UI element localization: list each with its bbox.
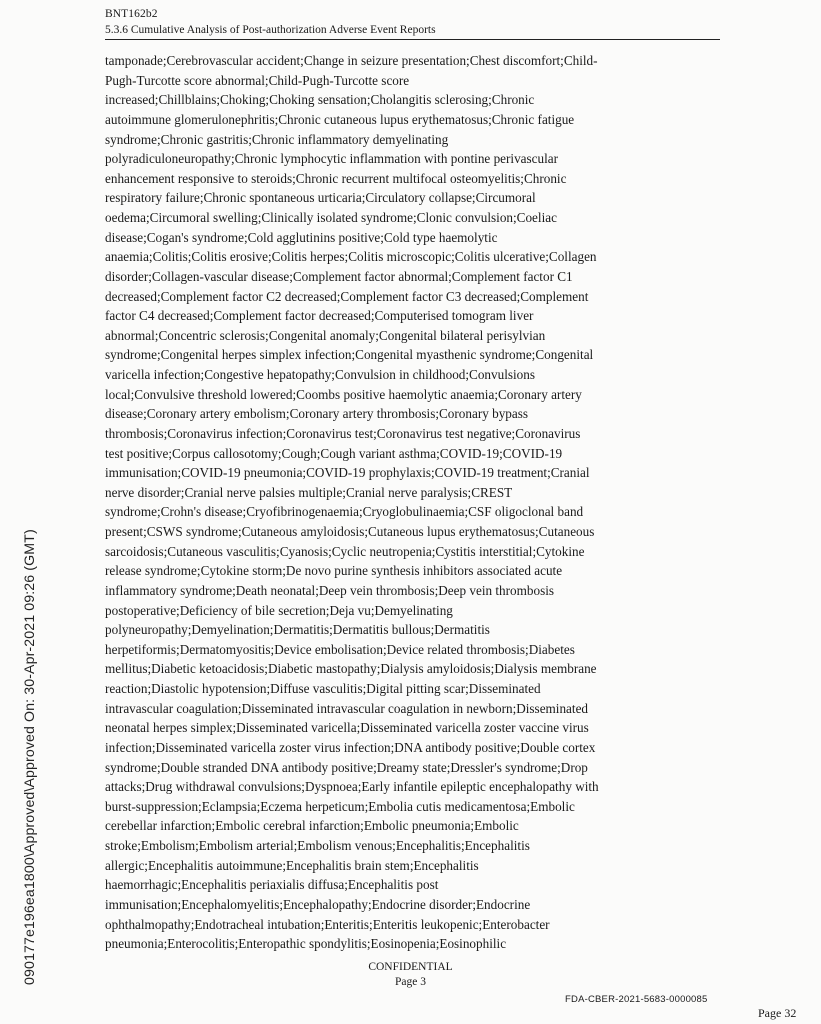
body-line: oedema;Circumoral swelling;Clinically isolated syndrome;Clonic convulsion;Coeliac xyxy=(105,210,557,225)
body-line: decreased;Complement factor C2 decreased;Complement factor C3 decreased;Complement xyxy=(105,288,589,304)
page-number: Page 3 xyxy=(395,976,426,988)
body-line: increased;Chillblains;Choking;Choking sensation;Cholangitis sclerosing;Chronic xyxy=(105,92,535,108)
confidential-label: CONFIDENTIAL xyxy=(368,961,453,973)
body-line: syndrome;Congenital herpes simplex infection;Congenital myasthenic syndrome;Congenital xyxy=(105,347,594,363)
body-line: anaemia;Colitis;Colitis erosive;Colitis herpes;Colitis microscopic;Colitis ulcerative;Collagen xyxy=(105,249,597,265)
body-line: polyradiculoneuropathy;Chronic lymphocytic inflammation with pontine perivascular xyxy=(105,151,559,167)
body-line: stroke;Embolism;Embolism arterial;Embolism venous;Encephalitis;Encephalitis xyxy=(105,838,530,853)
body-line: postoperative;Deficiency of bile secretion;Deja vu;Demyelinating xyxy=(105,602,453,618)
body-line: nerve disorder;Cranial nerve palsies multiple;Cranial nerve paralysis;CREST xyxy=(105,484,513,500)
body-line: tamponade;Cerebrovascular accident;Change in seizure presentation;Chest discomfort;Child- xyxy=(105,53,598,68)
body-line: intravascular coagulation;Disseminated intravascular coagulation in newborn;Disseminated xyxy=(105,700,589,716)
body-line: test positive;Corpus callosotomy;Cough;Cough variant asthma;COVID-19;COVID-19 xyxy=(105,445,563,461)
body-line: thrombosis;Coronavirus infection;Coronavirus test;Coronavirus test negative;Coronavirus xyxy=(105,425,581,441)
body-line: respiratory failure;Chronic spontaneous urticaria;Circulatory collapse;Circumoral xyxy=(105,190,536,206)
body-line: abnormal;Concentric sclerosis;Congenital anomaly;Congenital bilateral perisylvian xyxy=(105,327,546,343)
body-line: cerebellar infarction;Embolic cerebral infarction;Embolic pneumonia;Embolic xyxy=(105,818,519,834)
body-line: mellitus;Diabetic ketoacidosis;Diabetic mastopathy;Dialysis amyloidosis;Dialysis membrane xyxy=(105,661,597,677)
body-line: Pugh-Turcotte score abnormal;Child-Pugh-Turcotte score xyxy=(105,72,410,88)
body-line: local;Convulsive threshold lowered;Coombs positive haemolytic anaemia;Coronary artery xyxy=(105,386,582,402)
approval-stamp: 090177e196ea1800\Approved\Approved On: 30-Apr-2021 09:26 (GMT) xyxy=(22,529,38,985)
body-line: syndrome;Crohn's disease;Cryofibrinogenaemia;Cryoglobulinaemia;CSF oligoclonal band xyxy=(105,504,584,520)
body-line: disorder;Collagen-vascular disease;Complement factor abnormal;Complement factor C1 xyxy=(105,268,573,284)
body-line: neonatal herpes simplex;Disseminated varicella;Disseminated varicella zoster vaccine virus xyxy=(105,720,589,736)
body-line: immunisation;COVID-19 pneumonia;COVID-19 prophylaxis;COVID-19 treatment;Cranial xyxy=(105,465,590,481)
body-line: allergic;Encephalitis autoimmune;Encephalitis brain stem;Encephalitis xyxy=(105,857,479,873)
body-line: infection;Disseminated varicella zoster virus infection;DNA antibody positive;Double cortex xyxy=(105,739,596,755)
body-line: enhancement responsive to steroids;Chronic recurrent multifocal osteomyelitis;Chronic xyxy=(105,170,567,186)
body-line: factor C4 decreased;Complement factor decreased;Computerised tomogram liver xyxy=(105,308,534,324)
body-line: sarcoidosis;Cutaneous vasculitis;Cyanosis;Cyclic neutropenia;Cystitis interstitial;Cytokine xyxy=(105,543,585,559)
body-line: release syndrome;Cytokine storm;De novo purine synthesis inhibitors associated acute xyxy=(105,563,563,579)
body-line: varicella infection;Congestive hepatopathy;Convulsion in childhood;Convulsions xyxy=(105,367,535,382)
body-line: disease;Cogan's syndrome;Cold agglutinins positive;Cold type haemolytic xyxy=(105,229,498,245)
body-line: disease;Coronary artery embolism;Coronary artery thrombosis;Coronary bypass xyxy=(105,406,529,422)
outer-page-number: Page 32 xyxy=(758,1006,797,1020)
header-section-title: 5.3.6 Cumulative Analysis of Post-authorization Adverse Event Reports xyxy=(105,24,436,36)
body-line: syndrome;Double stranded DNA antibody positive;Dreamy state;Dressler's syndrome;Drop xyxy=(105,759,588,775)
bates-number: FDA-CBER-2021-5683-0000085 xyxy=(565,994,708,1005)
header-product-name: BNT162b2 xyxy=(105,8,158,20)
header-divider xyxy=(105,39,720,40)
body-paragraph xyxy=(105,51,722,954)
body-line: immunisation;Encephalomyelitis;Encephalopathy;Endocrine disorder;Endocrine xyxy=(105,896,531,912)
body-line: haemorrhagic;Encephalitis periaxialis diffusa;Encephalitis post xyxy=(105,877,439,893)
body-line: autoimmune glomerulonephritis;Chronic cutaneous lupus erythematosus;Chronic fatigue xyxy=(105,111,575,127)
body-line: present;CSWS syndrome;Cutaneous amyloidosis;Cutaneous lupus erythematosus;Cutaneous xyxy=(105,524,595,539)
body-line: herpetiformis;Dermatomyositis;Device embolisation;Device related thrombosis;Diabetes xyxy=(105,641,575,657)
body-line: ophthalmopathy;Endotracheal intubation;Enteritis;Enteritis leukopenic;Enterobacter xyxy=(105,916,550,932)
body-line: reaction;Diastolic hypotension;Diffuse vasculitis;Digital pitting scar;Disseminated xyxy=(105,681,541,696)
body-line: polyneuropathy;Demyelination;Dermatitis;Dermatitis bullous;Dermatitis xyxy=(105,622,490,638)
body-line: inflammatory syndrome;Death neonatal;Deep vein thrombosis;Deep vein thrombosis xyxy=(105,582,555,598)
body-line: burst-suppression;Eclampsia;Eczema herpeticum;Embolia cutis medicamentosa;Embolic xyxy=(105,798,575,814)
body-line: pneumonia;Enterocolitis;Enteropathic spondylitis;Eosinopenia;Eosinophilic xyxy=(105,936,507,952)
body-line: attacks;Drug withdrawal convulsions;Dyspnoea;Early infantile epileptic encephalopathy with xyxy=(105,779,599,795)
body-line: syndrome;Chronic gastritis;Chronic inflammatory demyelinating xyxy=(105,131,449,147)
